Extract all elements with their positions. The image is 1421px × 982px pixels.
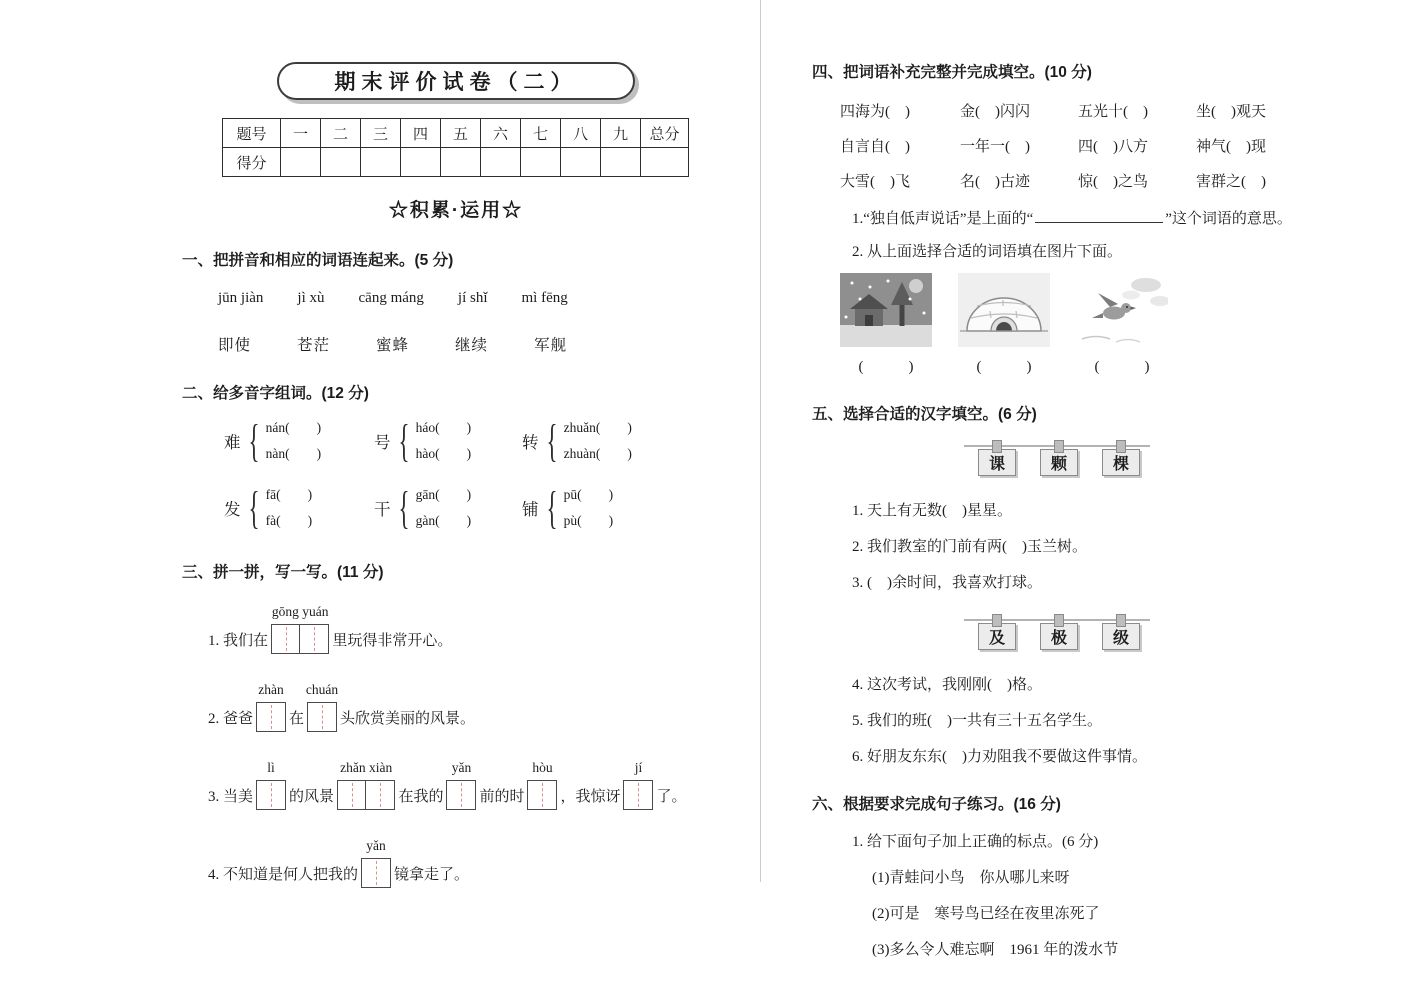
- reading-line: pū( ): [563, 486, 614, 502]
- idiom-blank: 四海为( ): [840, 104, 910, 120]
- writing-box: [365, 780, 395, 810]
- answer-underline: [1035, 209, 1163, 223]
- sentence-text: 头欣赏美丽的风景。: [340, 710, 476, 727]
- writing-box-group: [446, 760, 476, 810]
- pinyin-hint: lì: [267, 760, 275, 776]
- word-item: 军舰: [534, 337, 568, 354]
- polyphone-readings: [564, 415, 632, 468]
- sentence-text: 2. 爸爸: [208, 710, 254, 727]
- polyphone-item: [522, 415, 730, 468]
- pinyin-item: cāng máng: [358, 290, 424, 306]
- score-cell: [641, 148, 689, 177]
- polyphone-char: 铺: [522, 499, 539, 519]
- q4-sub2: 2. 从上面选择合适的词语填在图片下面。: [852, 244, 1123, 260]
- polyphone-item: [374, 482, 522, 535]
- sentence-text: 里玩得非常开心。: [332, 632, 453, 649]
- picture-row: [840, 273, 1342, 376]
- pinyin-hint: gōng yuán: [271, 604, 329, 620]
- writing-box-group: [256, 682, 286, 732]
- picture-1: [840, 273, 932, 376]
- score-cell: [521, 148, 561, 177]
- hanging-character: 课: [978, 449, 1016, 476]
- brace-icon: [393, 485, 415, 531]
- sentence-text: 3. 当美: [208, 788, 254, 805]
- pinyin-hint: chuán: [305, 682, 339, 698]
- reading-line: nán( ): [265, 420, 322, 435]
- idiom-blank: 害群之( ): [1196, 174, 1266, 190]
- score-cell: [281, 148, 321, 177]
- score-col: 六: [481, 119, 521, 148]
- punctuation-line: (2)可是 寒号鸟已经在夜里冻死了: [872, 906, 1100, 922]
- idiom-blank: 五光十( ): [1078, 104, 1148, 120]
- writing-box: [527, 780, 557, 810]
- sentence-text: 前的时: [479, 788, 525, 805]
- pinyin-hint: zhàn: [258, 682, 284, 698]
- polyphone-readings: [266, 482, 312, 535]
- fill-item: 5. 我们的班( )一共有三十五名学生。: [852, 713, 1102, 729]
- polyphone-char: 干: [374, 499, 391, 519]
- fill-item: 2. 我们教室的门前有两( )玉兰树。: [852, 539, 1087, 555]
- hanging-character: 棵: [1102, 449, 1140, 476]
- reading-line: pù( ): [563, 512, 614, 528]
- pinyin-hint: yǎn: [451, 760, 472, 776]
- reading-line: fā( ): [265, 486, 313, 502]
- score-table-label: 题号: [223, 119, 281, 148]
- word-item: 即使: [218, 337, 252, 354]
- hanging-character: 颗: [1040, 449, 1078, 476]
- score-col: 总分: [641, 119, 689, 148]
- reading-line: hào( ): [415, 446, 472, 462]
- idiom-blank: 名( )古迹: [960, 174, 1030, 190]
- polyphone-char: 号: [374, 433, 391, 453]
- punctuation-line: (1)青蛙问小鸟 你从哪儿来呀: [872, 870, 1070, 886]
- q1-title: 一、把拼音和相应的词语连起来。(5 分): [182, 252, 454, 269]
- write-sentence-3: [208, 760, 730, 810]
- word-item: 蜜蜂: [376, 337, 410, 354]
- hanging-characters-group-2: [964, 610, 1150, 658]
- q6-sub1: 1. 给下面句子加上正确的标点。(6 分): [852, 834, 1099, 850]
- idiom-blank: 惊( )之鸟: [1078, 174, 1148, 190]
- picture-2: [958, 273, 1050, 376]
- fill-item: 6. 好朋友东东( )力劝阻我不要做这件事情。: [852, 749, 1147, 765]
- score-col: 八: [561, 119, 601, 148]
- polyphone-item: [224, 415, 374, 468]
- polyphone-readings: [564, 482, 614, 535]
- q4-title: 四、把词语补充完整并完成填空。(10 分): [812, 64, 1092, 81]
- score-cell: [401, 148, 441, 177]
- polyphone-char: 发: [224, 499, 241, 519]
- hanging-character: 极: [1040, 623, 1078, 650]
- part-heading: ☆积累·运用☆: [388, 200, 524, 221]
- writing-box-group: [271, 604, 329, 654]
- brace-icon: [541, 418, 563, 464]
- polyphone-item: [374, 415, 522, 468]
- writing-box: [307, 702, 337, 732]
- idiom-row: [840, 100, 1318, 121]
- score-table: [222, 118, 689, 177]
- idiom-blank: 一年一( ): [960, 139, 1030, 155]
- pinyin-hint: jí: [634, 760, 643, 776]
- score-table-score-row: [223, 148, 689, 177]
- score-col: 一: [281, 119, 321, 148]
- sentence-text: 了。: [656, 788, 687, 805]
- score-col: 四: [401, 119, 441, 148]
- word-item: 苍茫: [297, 337, 331, 354]
- score-cell: [561, 148, 601, 177]
- q6-title: 六、根据要求完成句子练习。(16 分): [812, 796, 1061, 813]
- sentence-text: 在我的: [398, 788, 444, 805]
- score-col: 九: [601, 119, 641, 148]
- word-item: 继续: [455, 337, 489, 354]
- q5-title: 五、选择合适的汉字填空。(6 分): [812, 406, 1037, 423]
- picture-answer-blank: ( ): [1094, 359, 1150, 375]
- page-divider: [760, 0, 761, 882]
- pinyin-item: jì xù: [297, 290, 325, 306]
- brace-icon: [243, 418, 265, 464]
- writing-box-group: [623, 760, 653, 810]
- idiom-blank: 神气( )现: [1196, 139, 1266, 155]
- pinyin-hint: hòu: [532, 760, 553, 776]
- hanging-character: 级: [1102, 623, 1140, 650]
- idiom-blank: 坐( )观天: [1196, 104, 1266, 120]
- write-sentences: [182, 604, 730, 888]
- sub1-text-before: 1.“独自低声说话”是上面的“: [852, 211, 1034, 227]
- polyphone-readings: [416, 482, 471, 535]
- hanging-characters-group-1: [964, 436, 1150, 484]
- hanging-character: 及: [978, 623, 1016, 650]
- paper-title-box: [277, 62, 635, 100]
- idiom-blank: 大雪( )飞: [840, 174, 910, 190]
- idiom-blank: 四( )八方: [1078, 139, 1148, 155]
- score-col: 五: [441, 119, 481, 148]
- sentence-text: ，我惊讶: [560, 788, 621, 805]
- punctuation-line: (3)多么令人难忘啊 1961 年的泼水节: [872, 942, 1119, 958]
- fill-item: 4. 这次考试，我刚刚( )格。: [852, 677, 1042, 693]
- writing-box-group: [305, 682, 339, 732]
- write-sentence-4: [208, 838, 730, 888]
- picture-3: [1076, 273, 1168, 376]
- pinyin-hint: yǎn: [366, 838, 386, 854]
- reading-line: gàn( ): [415, 512, 472, 528]
- reading-line: gān( ): [415, 486, 472, 502]
- q2-title: 二、给多音字组词。(12 分): [182, 385, 369, 402]
- writing-box: [256, 702, 286, 732]
- pinyin-item: jí shǐ: [457, 290, 488, 306]
- writing-box: [623, 780, 653, 810]
- polyphone-item: [522, 482, 730, 535]
- right-page: [812, 60, 1342, 959]
- idiom-blank: 金( )闪闪: [960, 104, 1030, 120]
- score-cell: [481, 148, 521, 177]
- writing-box: [256, 780, 286, 810]
- polyphone-readings: [266, 415, 321, 468]
- picture-answer-blank: ( ): [858, 359, 914, 375]
- write-sentence-1: [208, 604, 730, 654]
- score-col: 七: [521, 119, 561, 148]
- pinyin-item: jūn jiàn: [218, 290, 264, 306]
- igloo-image: [958, 273, 1050, 347]
- writing-box: [337, 780, 367, 810]
- writing-box: [361, 858, 391, 888]
- reading-line: zhuǎn( ): [563, 420, 632, 435]
- brace-icon: [243, 485, 265, 531]
- score-cell: [441, 148, 481, 177]
- fill-item: 1. 天上有无数( )星星。: [852, 503, 1012, 519]
- paper-title: 期末评价试卷（二）: [334, 71, 578, 94]
- writing-box: [299, 624, 329, 654]
- polyphone-readings: [416, 415, 471, 468]
- score-cell: [321, 148, 361, 177]
- score-table-label: 得分: [223, 148, 281, 177]
- fill-item: 3. ( )余时间，我喜欢打球。: [852, 575, 1042, 591]
- snow-scene-image: [840, 273, 932, 347]
- picture-answer-blank: ( ): [976, 359, 1032, 375]
- sub1-text-after: ”这个词语的意思。: [1165, 211, 1292, 227]
- writing-box: [446, 780, 476, 810]
- brace-icon: [393, 418, 415, 464]
- polyphone-char: 难: [224, 433, 241, 453]
- words-row: [218, 333, 730, 355]
- score-col: 三: [361, 119, 401, 148]
- pinyin-hint: zhǎn xiàn: [340, 760, 393, 776]
- reading-line: zhuàn( ): [563, 446, 632, 462]
- score-col: 二: [321, 119, 361, 148]
- startled-bird-image: [1076, 273, 1168, 347]
- reading-line: háo( ): [415, 420, 472, 435]
- score-table-header-row: [223, 119, 689, 148]
- writing-box-group: [256, 760, 286, 810]
- reading-line: nàn( ): [265, 446, 322, 462]
- writing-box-group: [527, 760, 557, 810]
- sentence-text: 的风景: [289, 788, 335, 805]
- sentence-text: 镜拿走了。: [394, 866, 470, 883]
- idiom-row: [840, 135, 1318, 156]
- reading-line: fà( ): [265, 512, 313, 528]
- polyphone-grid: [224, 415, 730, 534]
- idiom-blank: 自言自( ): [840, 139, 910, 155]
- idiom-row: [840, 170, 1318, 191]
- polyphone-char: 转: [522, 433, 539, 453]
- q4-sub1: [852, 207, 1342, 228]
- sentence-text: 在: [289, 710, 305, 727]
- polyphone-item: [224, 482, 374, 535]
- sentence-text: 1. 我们在: [208, 632, 269, 649]
- pinyin-row: [218, 290, 730, 307]
- sentence-text: 4. 不知道是何人把我的: [208, 866, 359, 883]
- score-cell: [601, 148, 641, 177]
- score-cell: [361, 148, 401, 177]
- q3-title: 三、拼一拼，写一写。(11 分): [182, 564, 384, 582]
- write-sentence-2: [208, 682, 730, 732]
- left-page: [182, 62, 730, 888]
- pinyin-item: mì fēng: [521, 290, 568, 306]
- writing-box-group: [361, 838, 391, 888]
- writing-box: [271, 624, 301, 654]
- brace-icon: [541, 485, 563, 531]
- writing-box-group: [337, 760, 395, 810]
